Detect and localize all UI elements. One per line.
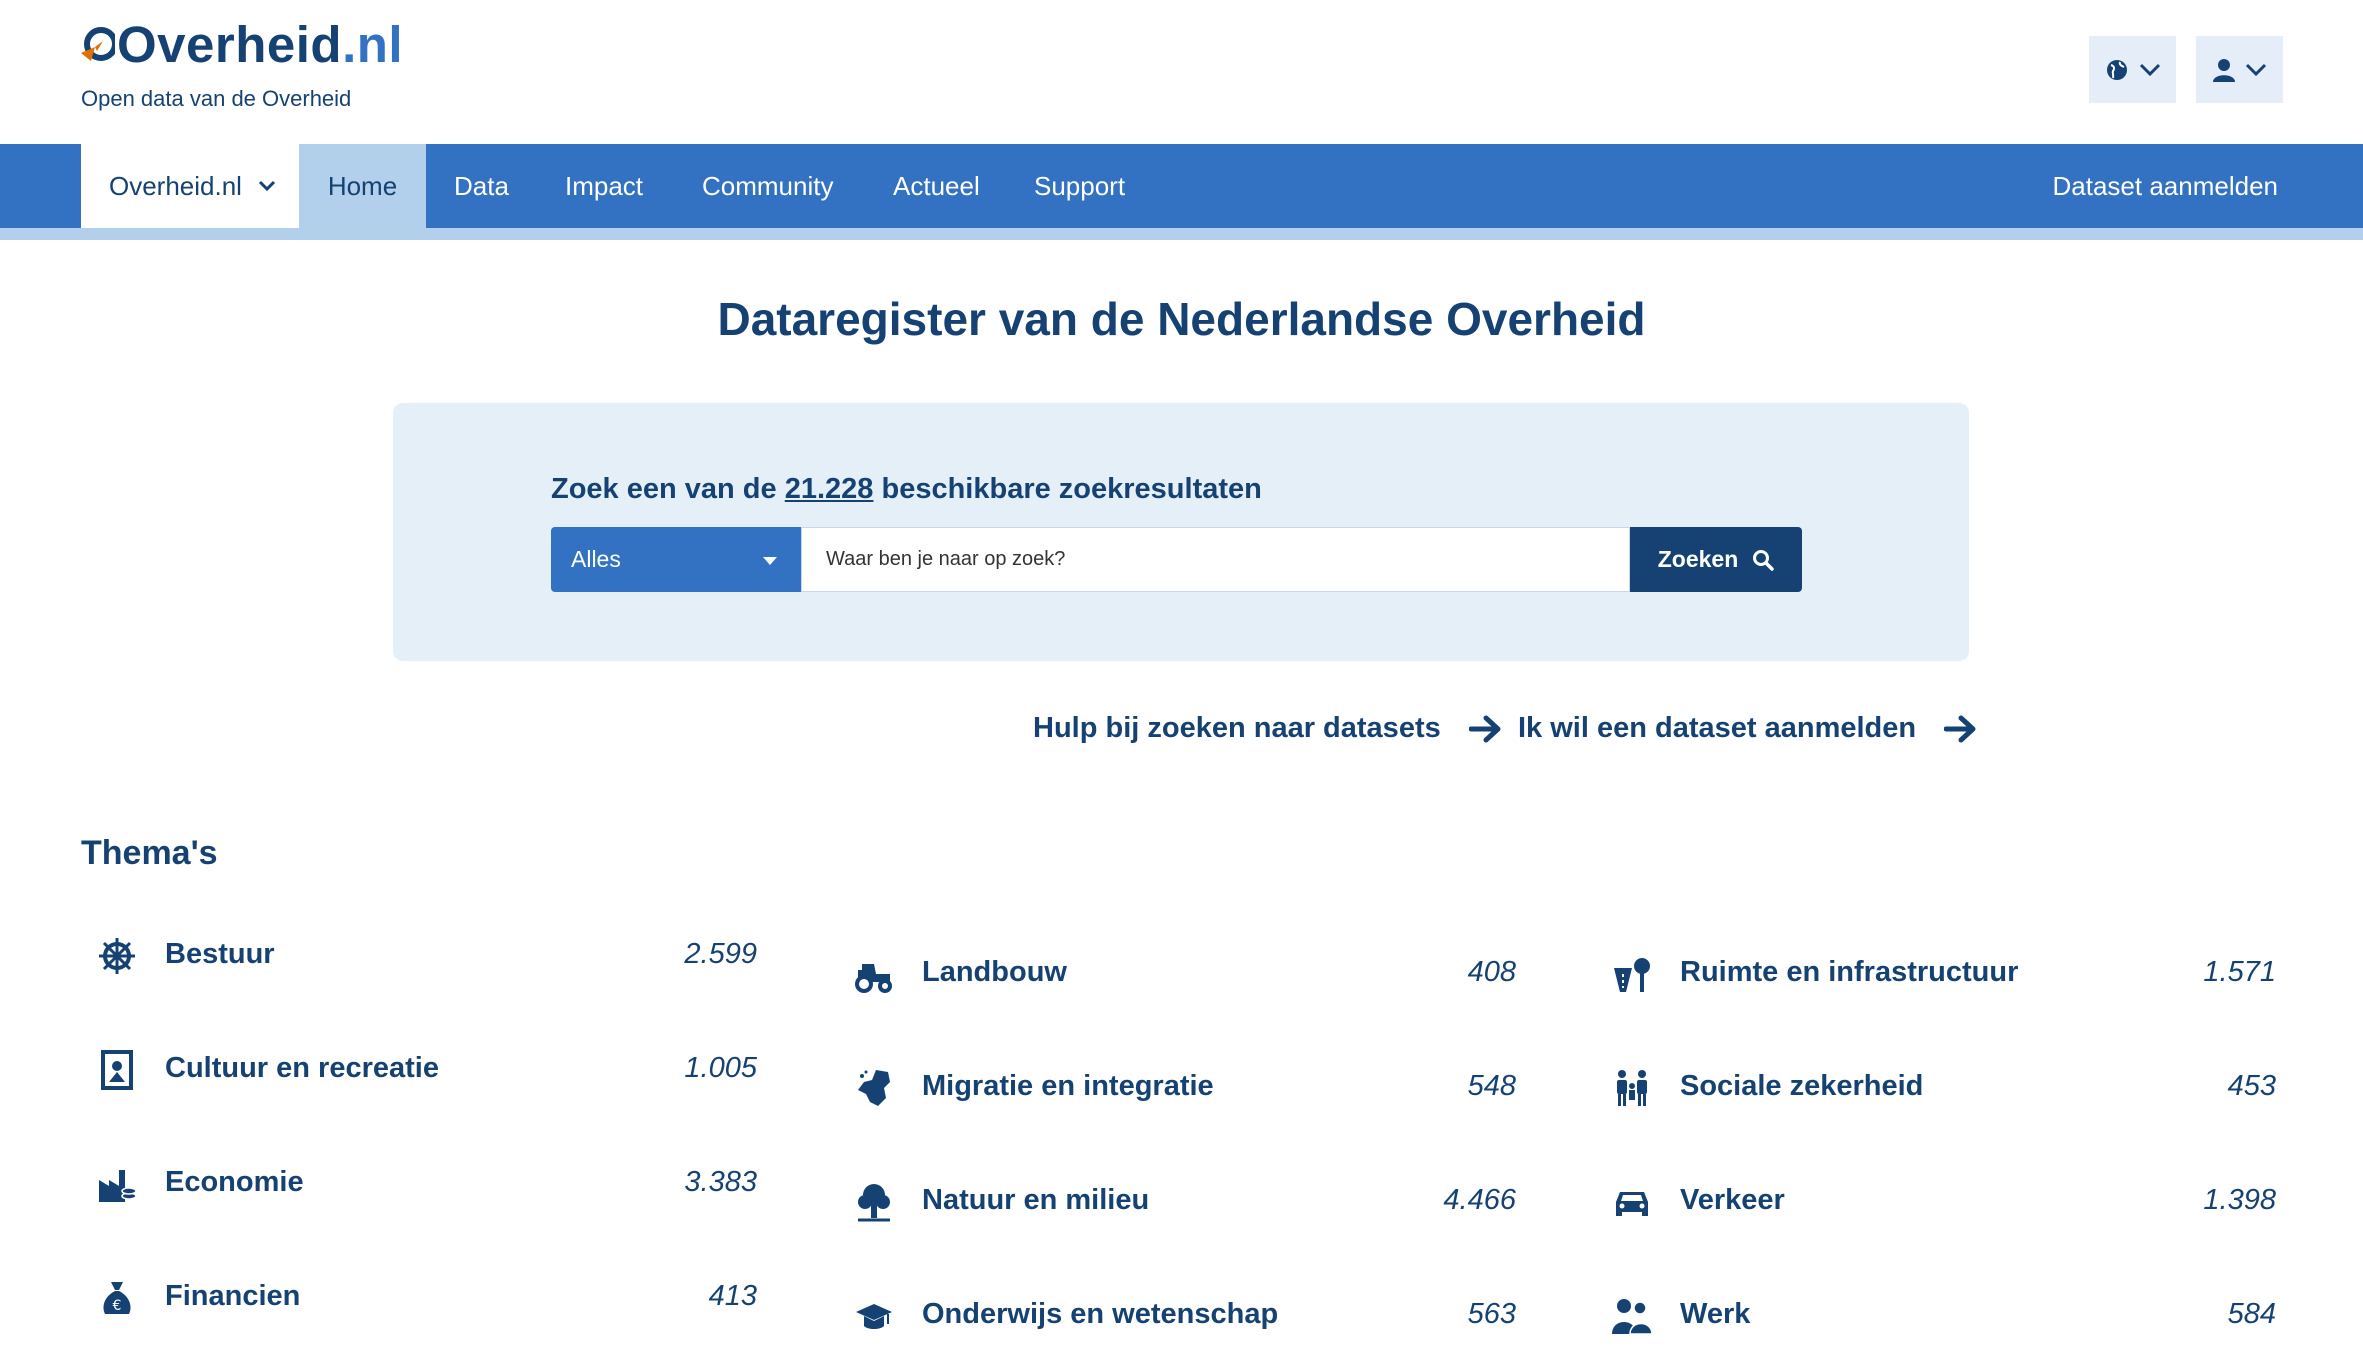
theme-item-landbouw[interactable] (838, 942, 1516, 1002)
search-heading-prefix: Zoek een van de (551, 473, 777, 505)
logo-star-icon (81, 21, 115, 67)
theme-item-werk[interactable] (1596, 1284, 2276, 1344)
site-tagline: Open data van de Overheid (81, 86, 352, 111)
theme-name: Bestuur (165, 937, 275, 970)
theme-item-natuur[interactable] (838, 1170, 1516, 1230)
search-icon (1752, 549, 1774, 571)
theme-name: Natuur en milieu (922, 1183, 1150, 1216)
theme-count: 548 (1467, 1069, 1516, 1102)
search-heading-suffix: beschikbare zoekresultaten (881, 473, 1262, 505)
workers-icon (1612, 1296, 1652, 1336)
search-panel (393, 403, 1969, 661)
caret-down-icon (763, 557, 777, 565)
theme-item-migratie[interactable] (838, 1056, 1516, 1116)
logo-text: Overheid.nl (117, 15, 404, 73)
theme-count: 1.571 (2203, 955, 2276, 988)
theme-count: 563 (1467, 1297, 1516, 1330)
chevron-down-icon (2245, 63, 2267, 77)
theme-item-economie[interactable] (81, 1152, 757, 1212)
globe-icon (2105, 58, 2129, 82)
theme-item-sociale-zekerheid[interactable] (1596, 1056, 2276, 1116)
car-icon (1612, 1182, 1652, 1222)
theme-name: Ruimte en infrastructuur (1680, 955, 2019, 988)
theme-count: 408 (1467, 955, 1516, 988)
theme-count: 413 (708, 1279, 757, 1312)
graduation-cap-icon (854, 1296, 894, 1336)
tree-icon (854, 1182, 894, 1222)
theme-item-verkeer[interactable] (1596, 1170, 2276, 1230)
theme-count: 1.398 (2203, 1183, 2276, 1216)
theme-name: Migratie en integratie (922, 1069, 1214, 1102)
factory-icon (97, 1164, 137, 1204)
theme-count: 3.383 (684, 1165, 757, 1198)
tractor-icon (854, 954, 894, 994)
search-heading (551, 473, 1262, 506)
nav-item-home[interactable]: Home (299, 144, 426, 228)
nav-item-community[interactable]: Community (702, 170, 834, 201)
theme-name: Economie (165, 1165, 304, 1198)
theme-count: 1.005 (684, 1051, 757, 1084)
search-category-select[interactable] (551, 527, 801, 592)
theme-name: Cultuur en recreatie (165, 1051, 439, 1084)
theme-item-bestuur[interactable] (81, 924, 757, 984)
ship-wheel-icon (97, 936, 137, 976)
theme-name: Werk (1680, 1297, 1751, 1330)
painting-icon (97, 1050, 137, 1090)
arrow-right-icon (1469, 714, 1503, 744)
site-header (0, 0, 2363, 144)
language-menu-button[interactable] (2089, 36, 2176, 103)
nav-item-support[interactable]: Support (1034, 170, 1126, 201)
family-icon (1612, 1068, 1652, 1108)
theme-name: Financien (165, 1279, 301, 1312)
chevron-down-icon (2139, 63, 2161, 77)
svg-text:€: € (112, 1298, 122, 1314)
register-dataset-label: Ik wil een dataset aanmelden (1518, 712, 1917, 744)
search-input[interactable] (801, 527, 1630, 592)
nav-site-label: Overheid.nl (109, 170, 242, 201)
landscape-icon (1612, 954, 1652, 994)
theme-count: 2.599 (684, 937, 757, 970)
theme-item-cultuur[interactable] (81, 1038, 757, 1098)
theme-count: 584 (2227, 1297, 2276, 1330)
nav-dataset-aanmelden[interactable]: Dataset aanmelden (2052, 170, 2278, 201)
theme-count: 453 (2227, 1069, 2276, 1102)
search-category-value: Alles (571, 546, 621, 572)
result-count-link[interactable]: 21.228 (784, 473, 874, 505)
theme-item-ruimte[interactable] (1596, 942, 2276, 1002)
nav-item-actueel[interactable]: Actueel (893, 170, 980, 201)
help-search-label: Hulp bij zoeken naar datasets (1033, 712, 1441, 744)
theme-name: Verkeer (1680, 1183, 1785, 1216)
user-icon (2213, 58, 2235, 82)
theme-count: 4.466 (1443, 1183, 1516, 1216)
arrow-right-icon (1944, 714, 1978, 744)
site-logo[interactable] (81, 14, 403, 74)
user-menu-button[interactable] (2196, 36, 2283, 103)
main-navigation (0, 144, 2363, 228)
nav-item-impact[interactable]: Impact (565, 170, 644, 201)
search-button-label: Zoeken (1657, 546, 1739, 572)
theme-name: Sociale zekerheid (1680, 1069, 1924, 1102)
register-dataset-link[interactable] (1518, 712, 1978, 745)
nav-item-data[interactable]: Data (454, 170, 509, 201)
nav-underline (0, 228, 2363, 240)
page-title: Dataregister van de Nederlandse Overheid (717, 293, 1646, 345)
money-bag-icon (97, 1278, 137, 1318)
theme-item-onderwijs[interactable] (838, 1284, 1516, 1344)
help-search-link[interactable] (1033, 712, 1503, 745)
themes-heading: Thema's (81, 834, 218, 872)
theme-name: Onderwijs en wetenschap (922, 1297, 1279, 1330)
theme-item-financien[interactable] (81, 1266, 757, 1326)
nav-site-switcher[interactable] (81, 144, 299, 228)
search-button[interactable] (1630, 527, 1802, 592)
netherlands-map-icon (854, 1068, 894, 1108)
chevron-down-icon (258, 180, 276, 192)
theme-name: Landbouw (922, 955, 1067, 988)
